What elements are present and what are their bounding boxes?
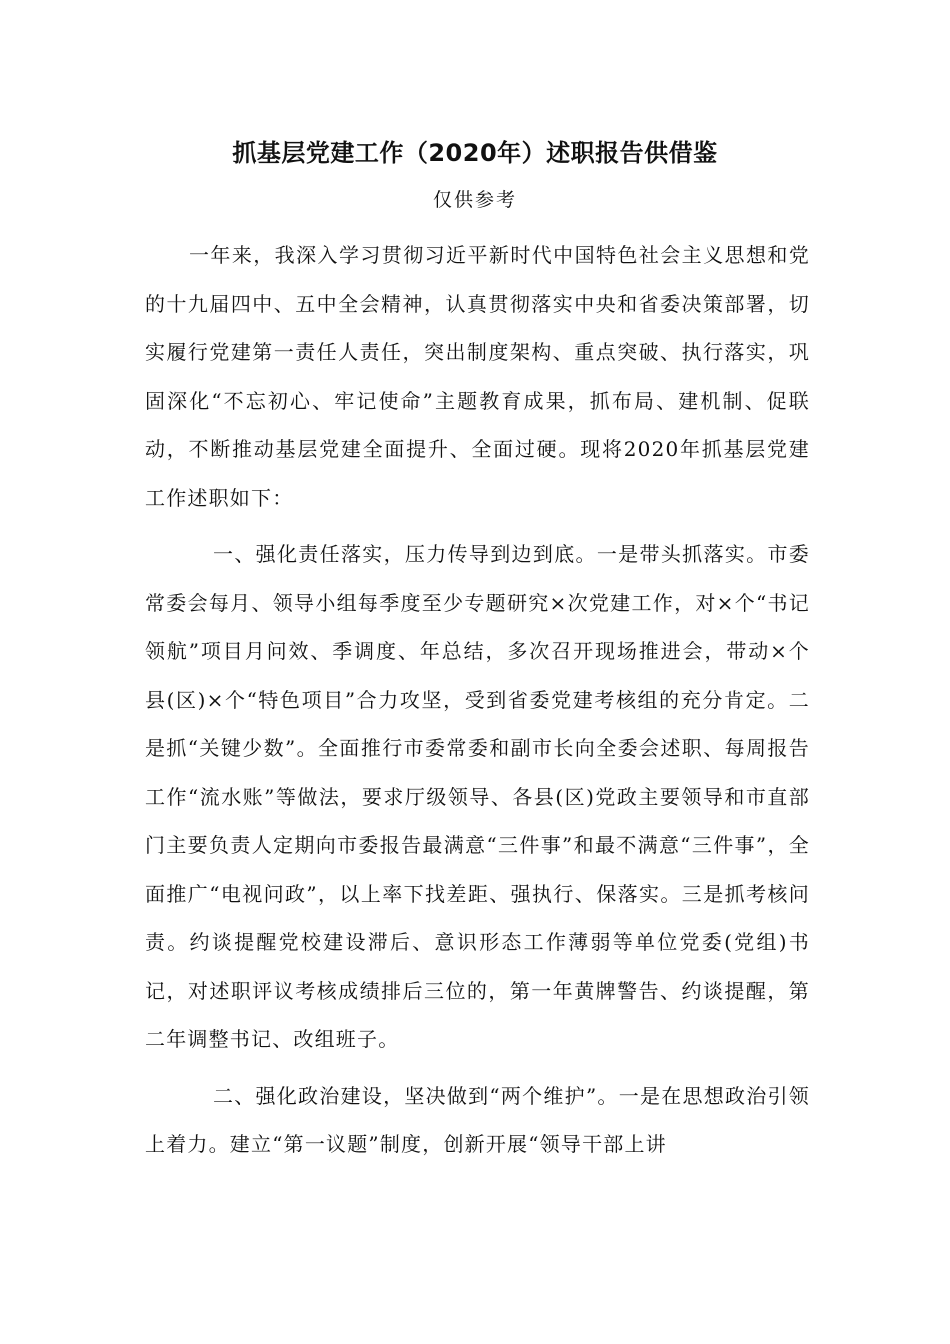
paragraph-section-1: 一、强化责任落实，压力传导到边到底。一是带头抓落实。市委常委会每月、领导小组每季度至少专题研究×次党建工作，对×个“书记领航”项目月问效、季调度、年总结，多次召开现场推进会，带动×个县(区)×个“特色项目”合力攻坚，受到省委党建考核组的充分肯定。二是抓“关键少数”。全面推行市委常委和副市长向全委会述职、每周报告工作“流水账”等做法，要求厅级领导、各县(区)党政主要领导和市直部门主要负责人定期向市委报告最满意“三件事”和最不满意“三件事”，全面推广“电视问政”，以上率下找差距、强执行、保落实。三是抓考核问责。约谈提醒党校建设滞后、意识形态工作薄弱等单位党委(党组)书记，对述职评议考核成绩排后三位的，第一年黄牌警告、约谈提醒，第二年调整书记、改组班子。 bbox=[145, 542, 810, 1051]
paragraph-intro: 一年来，我深入学习贯彻习近平新时代中国特色社会主义思想和党的十九届四中、五中全会精神，认真贯彻落实中央和省委决策部署，切实履行党建第一责任人责任，突出制度架构、重点突破、执行落实，巩固深化“不忘初心、牢记使命”主题教育成果，抓布局、建机制、促联动，不断推动基层党建全面提升、全面过硬。现将2020年抓基层党建工作述职如下： bbox=[145, 243, 810, 510]
document-title: 抓基层党建工作（2020年）述职报告供借鉴 bbox=[232, 139, 718, 167]
document-body bbox=[145, 231, 810, 1169]
document-subtitle: 仅供参考 bbox=[432, 189, 517, 211]
paragraph-section-2: 二、强化政治建设，坚决做到“两个维护”。一是在思想政治引领上着力。建立“第一议题”制度，创新开展“领导干部上讲 bbox=[145, 1083, 810, 1156]
